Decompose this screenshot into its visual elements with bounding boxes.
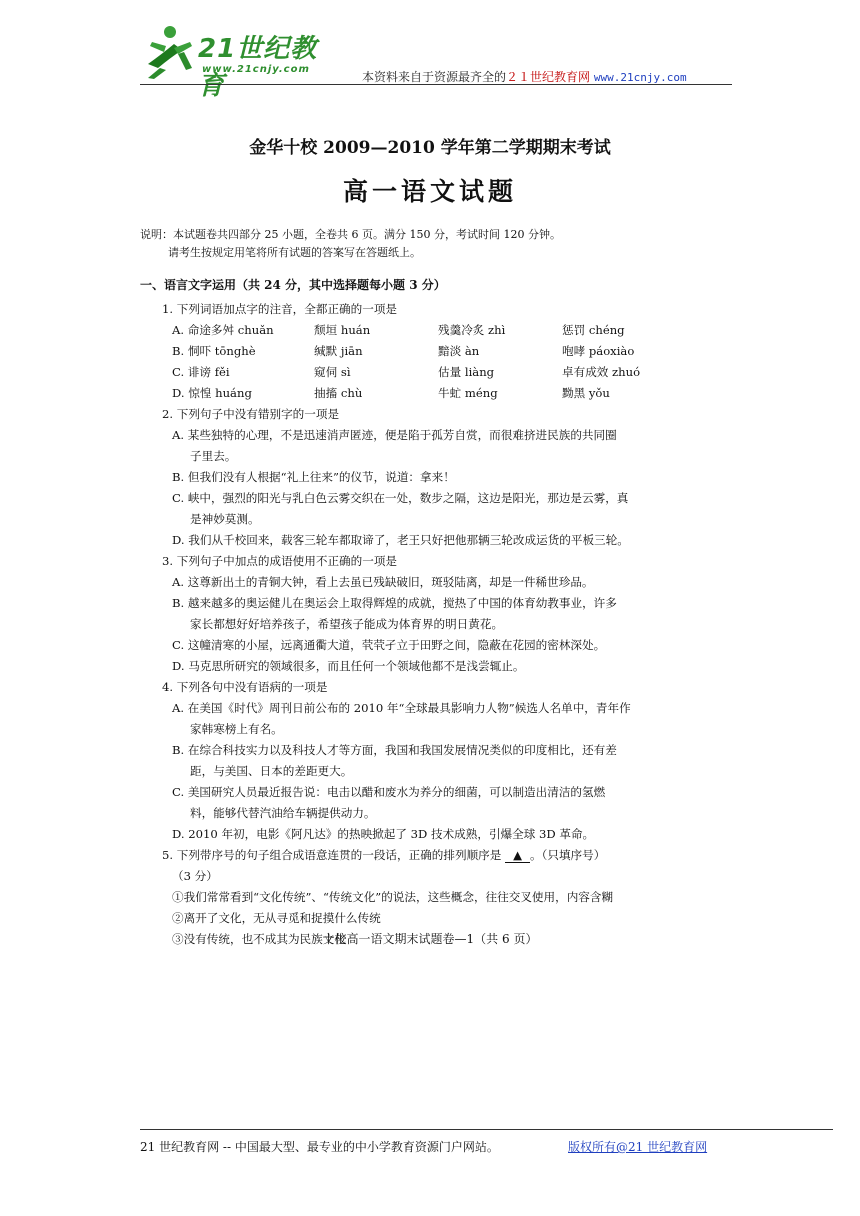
- question-stem: 4. 下列各句中没有语病的一项是: [162, 680, 328, 694]
- question-stem: 2. 下列句子中没有错别字的一项是: [162, 407, 340, 421]
- option-cell: 黝黑 yǒu: [562, 386, 610, 400]
- header-url-link[interactable]: www.21cnjy.com: [593, 71, 687, 84]
- page-number-footer: 十校高一语文期末试题卷—1（共 6 页）: [322, 932, 538, 946]
- option-cell: A. 命途多舛 chuǎn: [172, 323, 274, 337]
- option-cell: 残羹冷炙 zhì: [438, 323, 506, 337]
- answer-blank: ▲: [505, 848, 530, 863]
- header-divider: [140, 84, 732, 85]
- option-a: A. 某些独特的心理，不是迅速消声匿迹，便是陷于孤芳自赏，而很难挤进民族的共同圈: [172, 428, 617, 442]
- question-stem-text: 5. 下列带序号的句子组合成语意连贯的一段话，正确的排列顺序是: [162, 848, 502, 862]
- option-cell: 缄默 jiān: [314, 344, 363, 358]
- question-score: （3 分）: [172, 869, 218, 883]
- option-cell: 颓垣 huán: [314, 323, 371, 337]
- option-c: C. 峡中，强烈的阳光与乳白色云雾交织在一处，数步之隔，这边是阳光，那边是云雾，真: [172, 491, 629, 505]
- question-2: [140, 404, 720, 551]
- option-cell: 惩罚 chéng: [562, 323, 625, 337]
- option-a-cont: 子里去。: [190, 449, 237, 463]
- question-stem: [140, 845, 720, 866]
- option-cell: C. 诽谤 fěi: [172, 365, 230, 379]
- exam-title: 金华十校 2009—2010 学年第二学期期末考试: [249, 138, 611, 158]
- option-a: A. 这尊新出土的青铜大钟，看上去虽已残缺破旧，斑驳陆离，却是一件稀世珍品。: [172, 575, 594, 589]
- section-heading: 一、语言文字运用（共 24 分，其中选择题每小题 3 分）: [140, 278, 446, 292]
- option-row: [140, 320, 720, 341]
- option-row: [140, 341, 720, 362]
- option-b-cont: 家长都想好好培养孩子，希望孩子能成为体育界的明日黄花。: [190, 617, 504, 631]
- option-d: D. 2010 年初，电影《阿凡达》的热映掀起了 3D 技术成熟，引爆全球 3D 革命。: [172, 827, 595, 841]
- question-stem-tail: 。（只填序号）: [529, 848, 606, 862]
- option-cell: 估量 liàng: [438, 365, 495, 379]
- option-c: C. 这幢清寒的小屋，远离通衢大道，茕茕孑立于田野之间，隐蔽在花园的密林深处。: [172, 638, 606, 652]
- question-3: [140, 551, 720, 677]
- header-site-link[interactable]: ２１世纪教育网: [506, 70, 591, 84]
- option-cell: 抽搐 chù: [314, 386, 363, 400]
- exam-paper: [140, 125, 720, 950]
- option-b-cont: 距，与美国、日本的差距更大。: [190, 764, 353, 778]
- copyright-link[interactable]: 版权所有@21 世纪教育网: [568, 1140, 708, 1154]
- question-1: [140, 299, 720, 404]
- question-stem: 1. 下列词语加点字的注音，全都正确的一项是: [162, 302, 398, 316]
- header-note: [362, 68, 687, 85]
- site-logo[interactable]: [140, 22, 340, 101]
- option-d: D. 马克思所研究的领域很多，而且任何一个领域他都不是浅尝辄止。: [172, 659, 525, 673]
- option-cell: 黯淡 àn: [438, 344, 480, 358]
- exam-subtitle: 高一语文试题: [342, 177, 517, 206]
- footer-text: 21 世纪教育网 -- 中国最大型、最专业的中小学教育资源门户网站。: [140, 1140, 499, 1154]
- exam-note-line2: 请考生按规定用笔将所有试题的答案写在答题纸上。: [168, 246, 421, 259]
- option-cell: 咆哮 páoxiào: [562, 344, 635, 358]
- option-b: B. 越来越多的奥运健儿在奥运会上取得辉煌的成就，搅热了中国的体育幼教事业，许多: [172, 596, 617, 610]
- option-b: B. 但我们没有人根据“礼上往来”的仪节，说道：拿来！: [172, 470, 455, 484]
- logo-text: 21世纪教育: [198, 34, 318, 101]
- question-stem: 3. 下列句子中加点的成语使用不正确的一项是: [162, 554, 398, 568]
- option-cell: B. 恫吓 tōnghè: [172, 344, 256, 358]
- option-c: C. 美国研究人员最近报告说：电击以醋和废水为养分的细菌，可以制造出清洁的氢燃: [172, 785, 606, 799]
- sentence-3: ③没有传统，也不成其为民族文化: [172, 932, 346, 946]
- option-d: D. 我们从千校回来，载客三轮车都取谛了，老王只好把他那辆三轮改成运货的平板三轮。: [172, 533, 629, 547]
- option-c-cont: 是神妙莫测。: [190, 512, 260, 526]
- site-footer: [140, 1138, 708, 1155]
- sentence-2: ②离开了文化，无从寻觅和捉摸什么传统: [172, 911, 381, 925]
- header-note-prefix: 本资料来自于资源最齐全的: [362, 70, 507, 84]
- option-c-cont: 料，能够代替汽油给车辆提供动力。: [190, 806, 376, 820]
- option-a-cont: 家韩寒榜上有名。: [190, 722, 283, 736]
- logo-url: www.21cnjy.com: [202, 64, 310, 75]
- option-a: A. 在美国《时代》周刊日前公布的 2010 年“全球最具影响力人物”候选人名单中，青年作: [172, 701, 631, 715]
- exam-note-line1: 说明：本试题卷共四部分 25 小题，全卷共 6 页。满分 150 分，考试时间 120 分钟。: [140, 228, 561, 241]
- option-b: B. 在综合科技实力以及科技人才等方面，我国和我国发展情况类似的印度相比，还有差: [172, 743, 617, 757]
- footer-divider: [140, 1129, 833, 1130]
- question-4: [140, 677, 720, 845]
- page-header: [0, 0, 860, 101]
- runner-logo-icon: [140, 24, 200, 80]
- option-cell: 卓有成效 zhuó: [562, 365, 641, 379]
- option-cell: 窥伺 sì: [314, 365, 351, 379]
- option-row: [140, 383, 720, 404]
- option-row: [140, 362, 720, 383]
- option-cell: 牛虻 méng: [438, 386, 498, 400]
- sentence-1: ①我们常常看到“文化传统”、“传统文化”的说法，这些概念，往往交叉使用，内容含糊: [172, 890, 614, 904]
- option-cell: D. 惊惶 huáng: [172, 386, 252, 400]
